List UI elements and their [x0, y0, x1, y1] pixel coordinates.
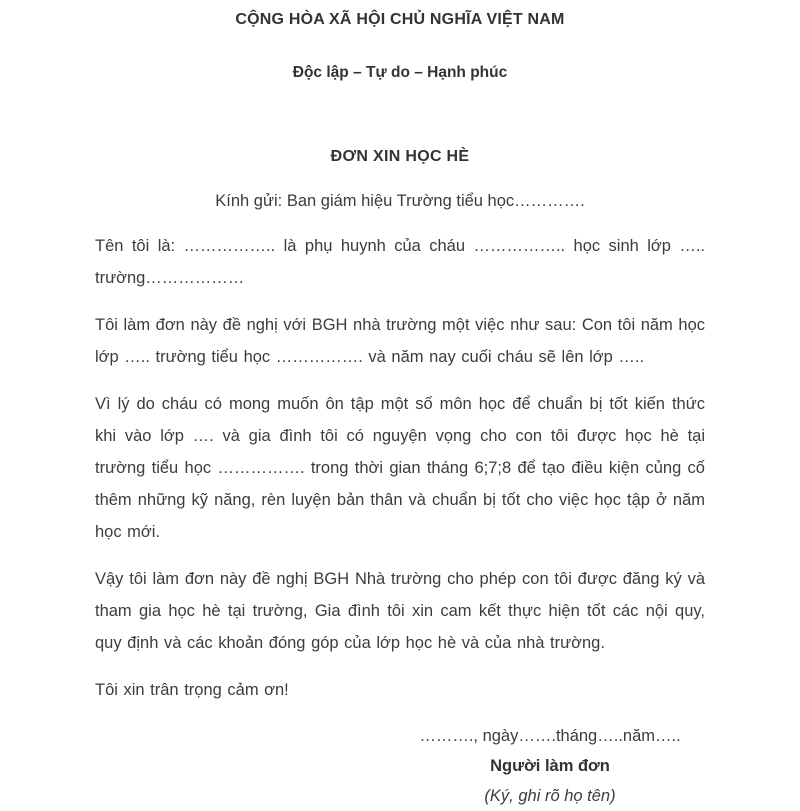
body-paragraph: Tôi làm đơn này đề nghị với BGH nhà trường một việc như sau: Con tôi năm học lớp ….. trường tiểu học ……………. và năm nay cuối cháu sẽ lên lớp ….. — [95, 316, 705, 366]
body-paragraph: Vì lý do cháu có mong muốn ôn tập một số môn học để chuẩn bị tốt kiến thức khi vào lớp …. và gia đình tôi có nguyện vọng cho con tôi được học hè tại trường tiểu học ……………. trong thời gian tháng 6;7;8 để tạo điều kiện củng cố thêm những kỹ năng, rèn luyện bản thân và chuẩn bị tốt cho việc học tập ở năm học mới. — [95, 395, 705, 541]
header-motto: Độc lập – Tự do – Hạnh phúc — [292, 64, 508, 81]
body-paragraph: Vậy tôi làm đơn này đề nghị BGH Nhà trường cho phép con tôi được đăng ký và tham gia học hè tại trường, Gia đình tôi xin cam kết thực hiện tốt các nội quy, quy định và các khoản đóng góp của lớp học hè và của nhà trường. — [95, 570, 705, 652]
signature-date-line: ………., ngày…….tháng…..năm….. — [419, 727, 681, 745]
signature-block — [385, 721, 715, 811]
closing-line: Tôi xin trân trọng cảm ơn! — [95, 681, 289, 699]
document-title: ĐƠN XIN HỌC HÈ — [330, 148, 470, 165]
signature-note: (Ký, ghi rõ họ tên) — [484, 787, 616, 805]
body-paragraph: Tên tôi là: …………….. là phụ huynh của cháu …………….. học sinh lớp ….. trường……………… — [95, 237, 705, 287]
document-body — [95, 230, 705, 706]
header-national-title: CỘNG HÒA XÃ HỘI CHỦ NGHĨA VIỆT NAM — [235, 11, 565, 28]
signature-role: Người làm đơn — [490, 757, 610, 775]
recipient-line: Kính gửi: Ban giám hiệu Trường tiểu học…………. — [215, 192, 585, 210]
